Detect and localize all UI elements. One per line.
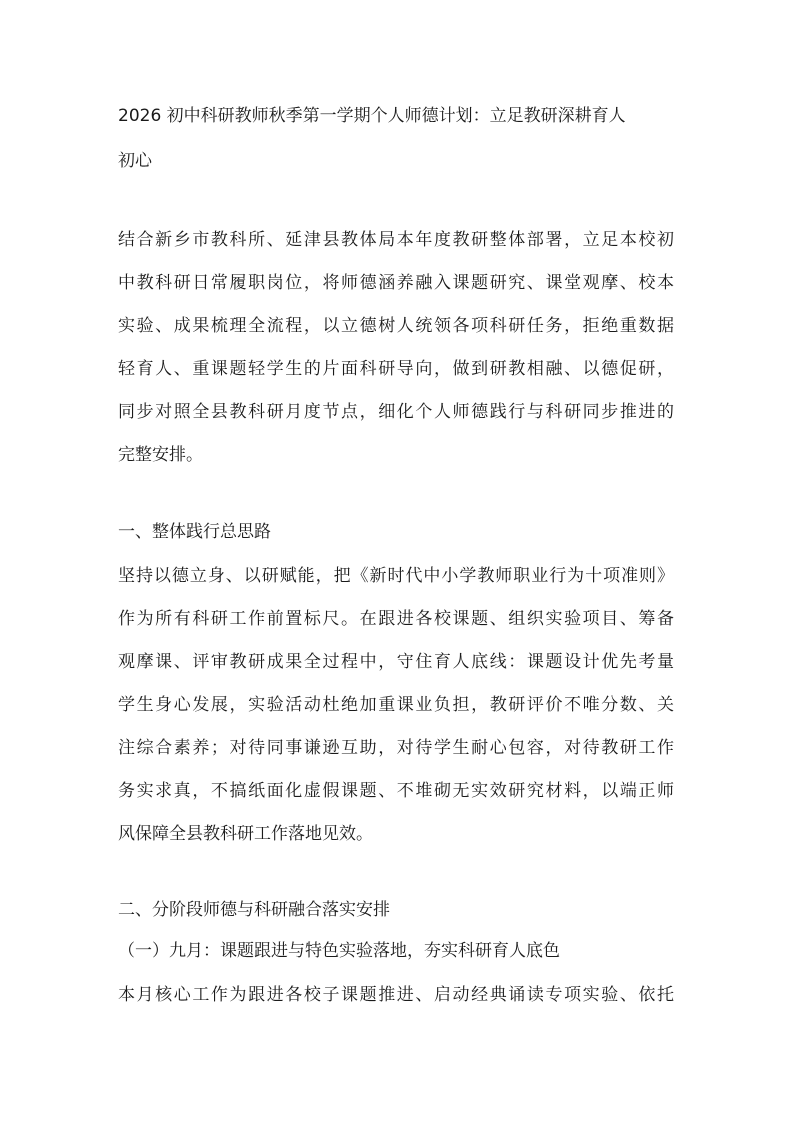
section-2-subheading: （一）九月：课题跟进与特色实验落地，夯实科研育人底色: [118, 941, 560, 961]
section-1-paragraph-line-3: 观摩课、评审教研成果全过程中，守住育人底线：课题设计优先考量: [118, 652, 674, 672]
section-1-heading: 一、整体践行总思路: [118, 522, 271, 542]
intro-paragraph-line-1: 结合新乡市教科所、延津县教体局本年度教研整体部署，立足本校初: [118, 230, 674, 250]
section-1-paragraph-line-2: 作为所有科研工作前置标尺。在跟进各校课题、组织实验项目、筹备: [118, 609, 674, 629]
section-1-paragraph-line-6: 务实求真，不搞纸面化虚假课题、不堆砌无实效研究材料，以端正师: [118, 781, 674, 801]
section-2-paragraph-line-1: 本月核心工作为跟进各校子课题推进、启动经典诵读专项实验、依托: [118, 985, 674, 1005]
intro-paragraph-line-2: 中教科研日常履职岗位，将师德涵养融入课题研究、课堂观摩、校本: [118, 273, 674, 293]
intro-paragraph-line-5: 同步对照全县教科研月度节点，细化个人师德践行与科研同步推进的: [118, 402, 674, 422]
document-title-line-2: 初心: [118, 151, 152, 171]
intro-paragraph-line-3: 实验、成果梳理全流程，以立德树人统领各项科研任务，拒绝重数据: [118, 316, 674, 336]
section-2-heading: 二、分阶段师德与科研融合落实安排: [118, 900, 390, 920]
intro-paragraph-line-6: 完整安排。: [118, 445, 203, 465]
section-1-paragraph-line-5: 注综合素养；对待同事谦逊互助，对待学生耐心包容，对待教研工作: [118, 738, 674, 758]
section-1-paragraph-line-7: 风保障全县教科研工作落地见效。: [118, 824, 373, 844]
document-title-line-1: 2026 初中科研教师秋季第一学期个人师德计划：立足教研深耕育人: [118, 106, 626, 126]
intro-paragraph-line-4: 轻育人、重课题轻学生的片面科研导向，做到研教相融、以德促研，: [118, 359, 674, 379]
section-1-paragraph-line-1: 坚持以德立身、以研赋能，把《新时代中小学教师职业行为十项准则》: [118, 566, 674, 586]
section-1-paragraph-line-4: 学生身心发展，实验活动杜绝加重课业负担，教研评价不唯分数、关: [118, 695, 674, 715]
